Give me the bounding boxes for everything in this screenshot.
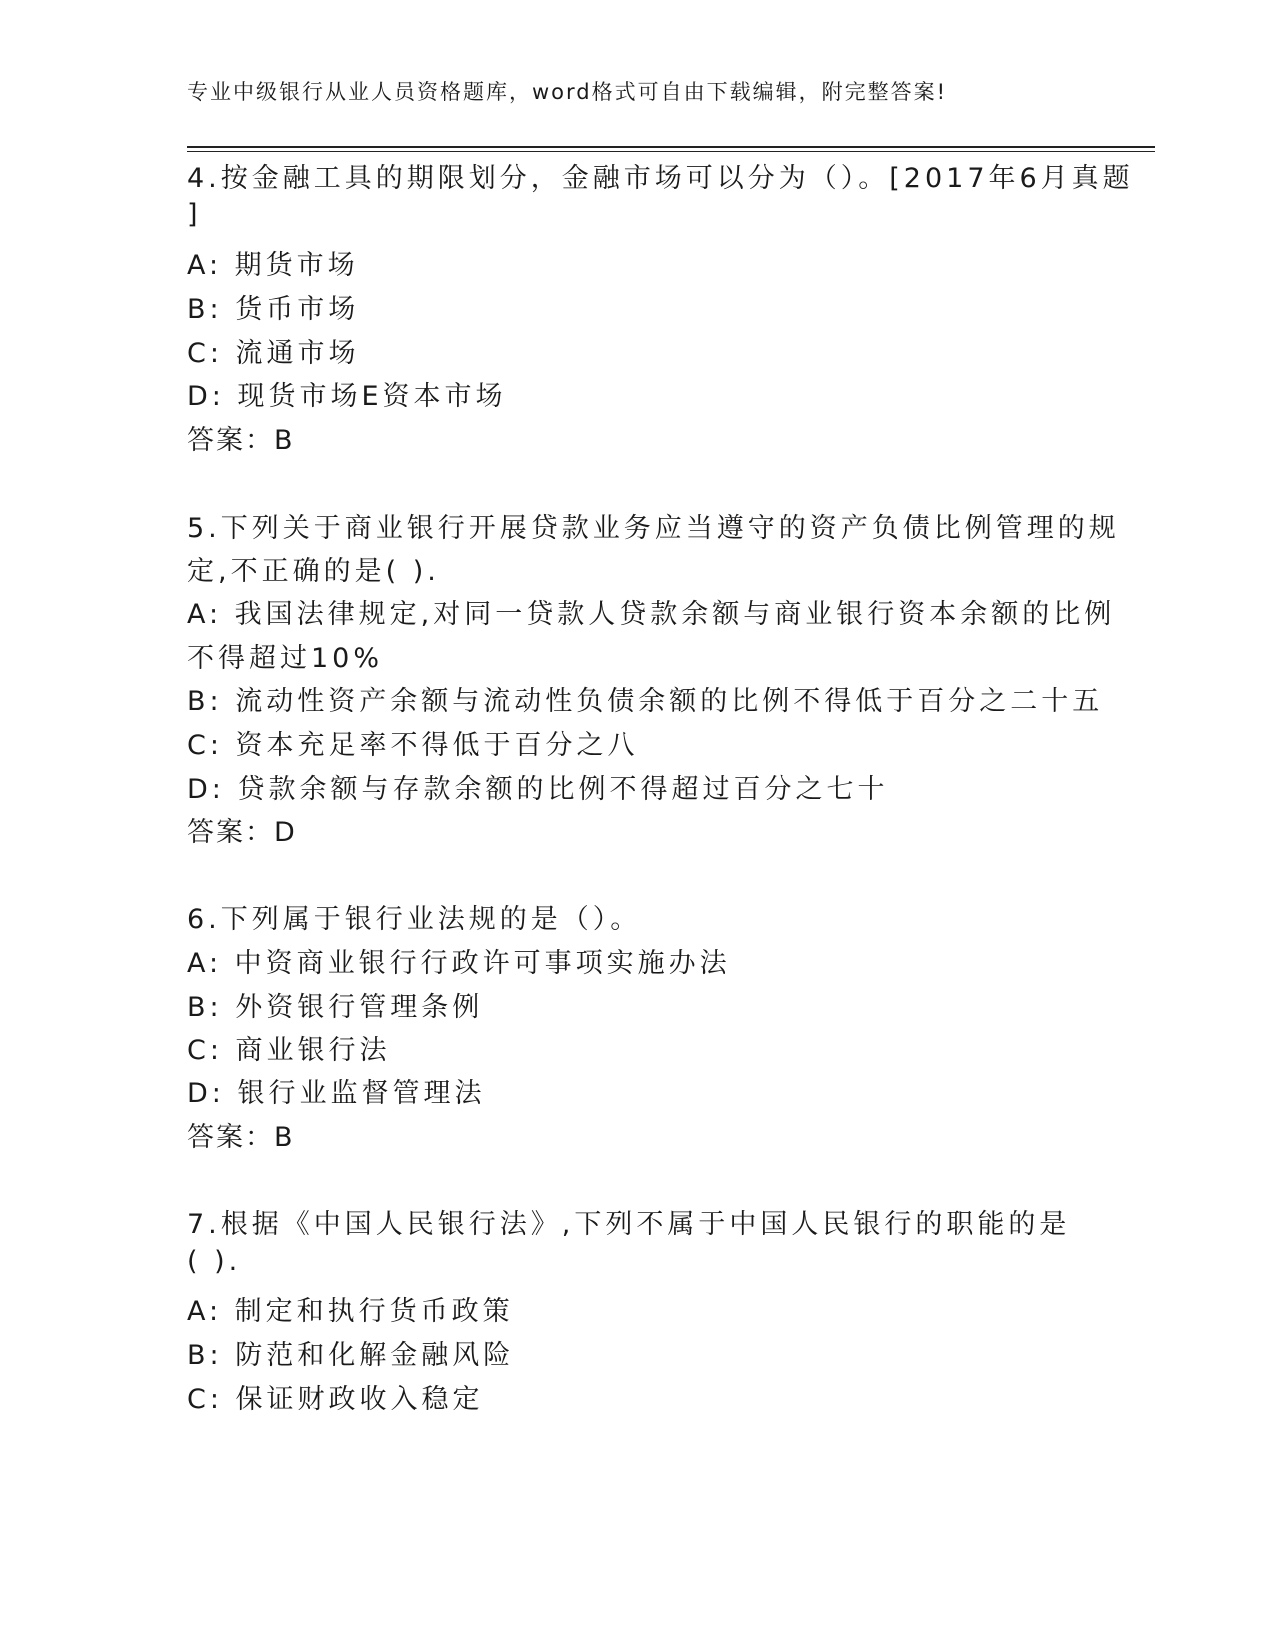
question-7-option-b: B: 防范和化解金融风险 bbox=[187, 1340, 515, 1371]
question-4-stem-line-1: 4.按金融工具的期限划分，金融市场可以分为（）。[2017年6月真题 bbox=[187, 163, 1134, 194]
header-rule bbox=[187, 146, 1155, 152]
question-6-option-c: C: 商业银行法 bbox=[187, 1035, 391, 1066]
question-7-option-a: A: 制定和执行货币政策 bbox=[187, 1296, 514, 1327]
question-5-option-c: C: 资本充足率不得低于百分之八 bbox=[187, 730, 639, 761]
header-note: 专业中级银行从业人员资格题库，word格式可自由下载编辑，附完整答案! bbox=[187, 80, 948, 104]
question-4-option-c: C: 流通市场 bbox=[187, 338, 360, 369]
question-7-option-c: C: 保证财政收入稳定 bbox=[187, 1384, 484, 1415]
question-5-answer: 答案：D bbox=[187, 817, 297, 848]
question-7-stem-line-2: ( ). bbox=[187, 1246, 242, 1277]
question-4-option-b: B: 货币市场 bbox=[187, 294, 360, 325]
question-5-stem-line-1: 5.下列关于商业银行开展贷款业务应当遵守的资产负债比例管理的规 bbox=[187, 513, 1120, 544]
question-5-option-b: B: 流动性资产余额与流动性负债余额的比例不得低于百分之二十五 bbox=[187, 686, 1104, 717]
question-6-option-b: B: 外资银行管理条例 bbox=[187, 992, 484, 1023]
question-4-option-a: A: 期货市场 bbox=[187, 250, 359, 281]
question-7-stem-line-1: 7.根据《中国人民银行法》,下列不属于中国人民银行的职能的是 bbox=[187, 1209, 1071, 1240]
question-5-option-d: D: 贷款余额与存款余额的比例不得超过百分之七十 bbox=[187, 774, 889, 805]
question-5-stem-line-2: 定,不正确的是( ). bbox=[187, 556, 440, 587]
question-5-option-a-line-2: 不得超过10% bbox=[187, 643, 384, 674]
question-6-option-d: D: 银行业监督管理法 bbox=[187, 1078, 486, 1109]
question-4-stem-line-2: ] bbox=[187, 199, 202, 230]
question-5-option-a-line-1: A: 我国法律规定,对同一贷款人贷款余额与商业银行资本余额的比例 bbox=[187, 599, 1116, 630]
question-4-option-d: D: 现货市场E资本市场 bbox=[187, 381, 507, 412]
question-6-answer: 答案：B bbox=[187, 1122, 295, 1153]
question-6-option-a: A: 中资商业银行行政许可事项实施办法 bbox=[187, 948, 731, 979]
question-6-stem-line-1: 6.下列属于银行业法规的是（）。 bbox=[187, 904, 642, 935]
question-4-answer: 答案：B bbox=[187, 425, 295, 456]
